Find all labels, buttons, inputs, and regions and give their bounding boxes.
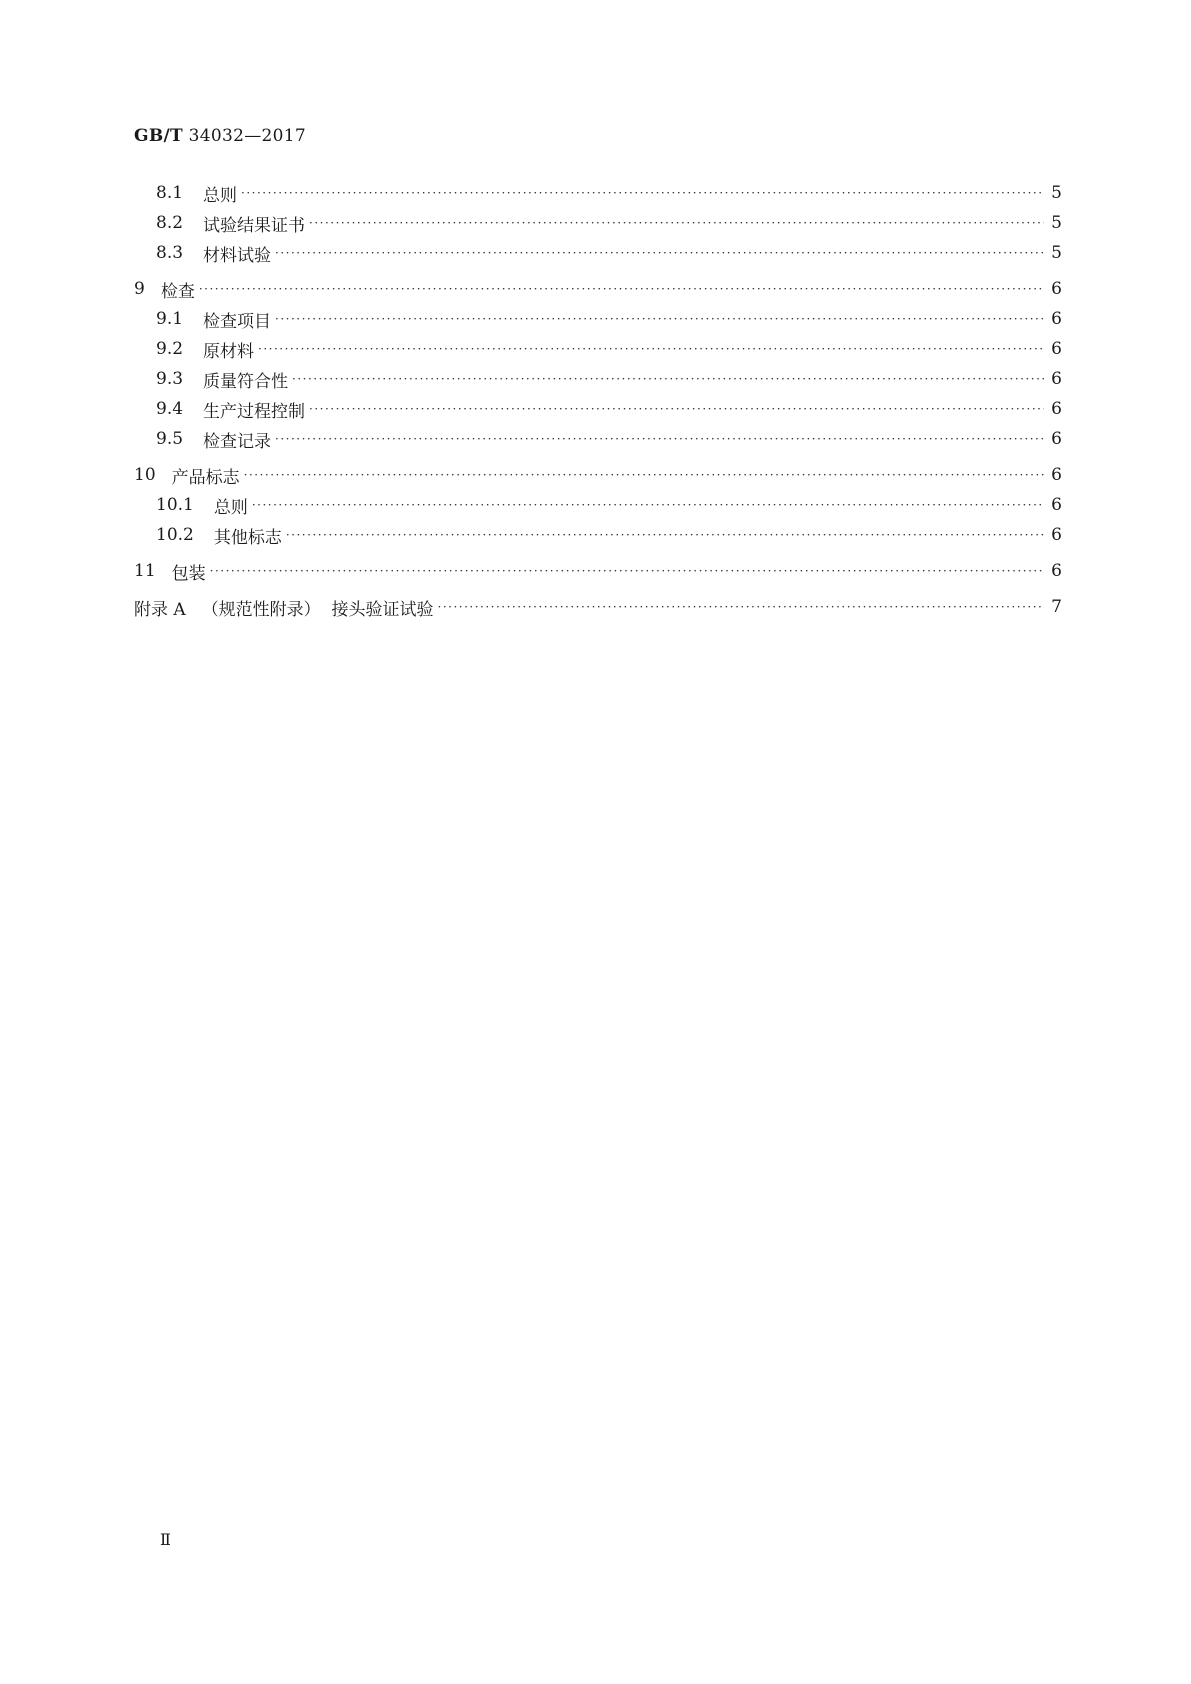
toc-entry-number: 8.1 <box>156 183 184 203</box>
toc-dot-leader <box>199 282 1044 296</box>
toc-entry-number: 9.4 <box>156 399 184 419</box>
toc-entry-title: （规范性附录） 接头验证试验 <box>201 599 434 620</box>
toc-entry[interactable] <box>134 208 1062 238</box>
toc-dot-leader <box>241 186 1044 200</box>
toc-entry-number: 9.3 <box>156 369 184 389</box>
toc-entry-page: 6 <box>1051 339 1062 359</box>
page-number-footer: Ⅱ <box>160 1530 171 1549</box>
toc-entry-number: 11 <box>134 561 156 581</box>
toc-entry-title: 检查项目 <box>203 311 272 332</box>
toc-entry-page: 7 <box>1051 597 1062 617</box>
toc-entry-page: 6 <box>1051 369 1062 389</box>
toc-dot-leader <box>252 498 1044 512</box>
toc-entry[interactable] <box>134 460 1062 490</box>
toc-dot-leader <box>210 564 1044 578</box>
toc-entry-page: 6 <box>1051 495 1062 515</box>
toc-entry-page: 5 <box>1051 213 1062 233</box>
standard-code: GB/T <box>134 126 183 146</box>
toc-entry-number: 附录 A <box>134 599 186 620</box>
toc-entry[interactable] <box>134 490 1062 520</box>
toc-entry-number: 8.2 <box>156 213 184 233</box>
toc-entry-number: 8.3 <box>156 243 184 263</box>
toc-entry-title: 生产过程控制 <box>203 401 306 422</box>
standard-number: 34032—2017 <box>188 126 307 146</box>
toc-dot-leader <box>292 372 1044 386</box>
toc-entry-number: 10.1 <box>156 495 194 515</box>
toc-entry[interactable] <box>134 394 1062 424</box>
toc-entry-title: 总则 <box>203 185 238 206</box>
toc-dot-leader <box>275 432 1044 446</box>
toc-entry[interactable] <box>134 238 1062 268</box>
toc-entry-number: 9.1 <box>156 309 184 329</box>
toc-entry-page: 6 <box>1051 399 1062 419</box>
toc-entry[interactable] <box>134 592 1062 622</box>
toc-entry-title: 材料试验 <box>203 245 272 266</box>
toc-entry-title: 产品标志 <box>171 467 240 488</box>
toc-entry-title: 检查记录 <box>203 431 272 452</box>
toc-entry-number: 9 <box>134 279 145 299</box>
toc-entry[interactable] <box>134 520 1062 550</box>
document-header <box>134 126 306 146</box>
toc-dot-leader <box>286 528 1044 542</box>
toc-entry-number: 9.5 <box>156 429 184 449</box>
toc-dot-leader <box>309 216 1044 230</box>
toc-entry-page: 6 <box>1051 561 1062 581</box>
toc-entry-page: 5 <box>1051 183 1062 203</box>
toc-entry[interactable] <box>134 424 1062 454</box>
toc-entry-title: 其他标志 <box>213 527 282 548</box>
toc-entry-title: 试验结果证书 <box>203 215 306 236</box>
toc-dot-leader <box>275 312 1044 326</box>
toc-dot-leader <box>244 468 1044 482</box>
toc-entry-number: 10.2 <box>156 525 194 545</box>
toc-entry[interactable] <box>134 334 1062 364</box>
toc-dot-leader <box>258 342 1044 356</box>
toc-entry[interactable] <box>134 556 1062 586</box>
toc-dot-leader <box>309 402 1044 416</box>
table-of-contents <box>134 178 1062 622</box>
toc-entry[interactable] <box>134 364 1062 394</box>
toc-dot-leader <box>438 600 1045 614</box>
toc-entry-title: 总则 <box>213 497 248 518</box>
toc-entry-page: 6 <box>1051 525 1062 545</box>
toc-entry[interactable] <box>134 304 1062 334</box>
toc-entry-title: 原材料 <box>203 341 255 362</box>
toc-entry-number: 9.2 <box>156 339 184 359</box>
toc-entry-title: 包装 <box>171 563 206 584</box>
toc-entry-number: 10 <box>134 465 156 485</box>
toc-entry-page: 5 <box>1051 243 1062 263</box>
toc-entry-title: 质量符合性 <box>203 371 289 392</box>
toc-entry-title: 检查 <box>160 281 195 302</box>
toc-entry[interactable] <box>134 178 1062 208</box>
toc-entry-page: 6 <box>1051 465 1062 485</box>
toc-entry-page: 6 <box>1051 429 1062 449</box>
toc-dot-leader <box>275 246 1044 260</box>
toc-entry-page: 6 <box>1051 309 1062 329</box>
toc-entry[interactable] <box>134 274 1062 304</box>
toc-entry-page: 6 <box>1051 279 1062 299</box>
